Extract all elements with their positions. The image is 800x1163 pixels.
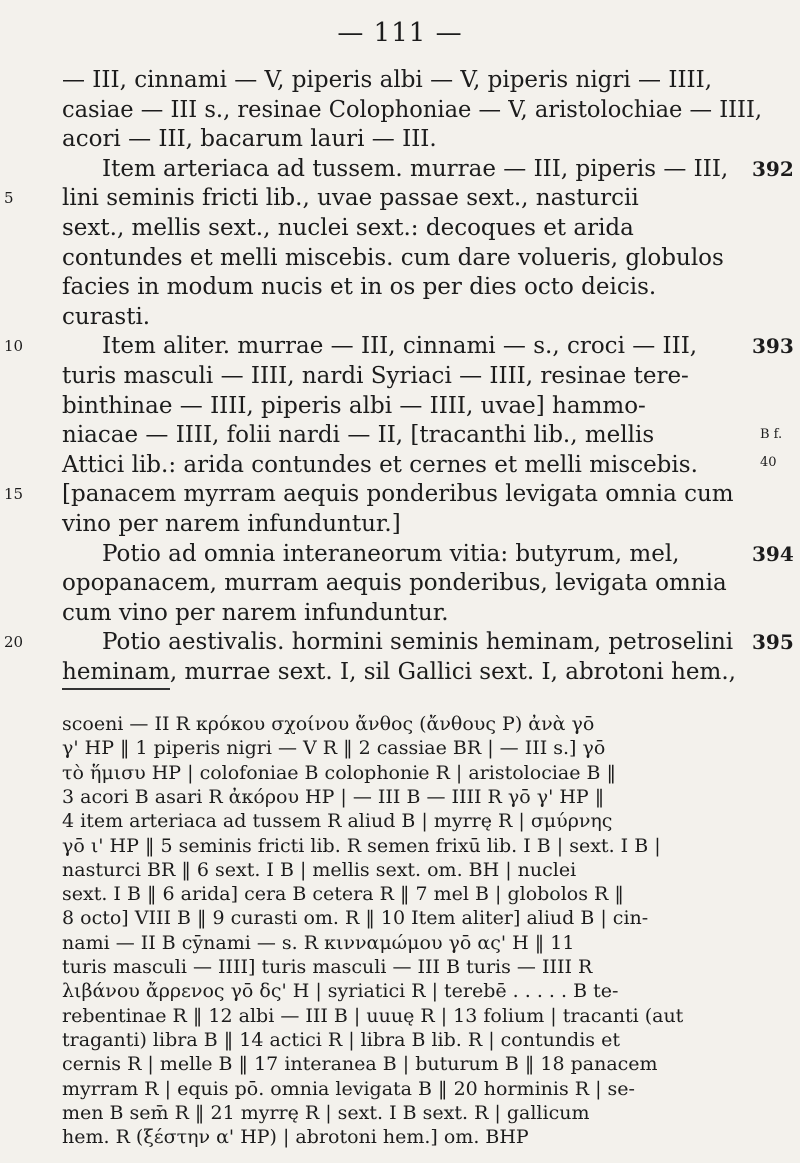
apparatus-line: λιβάνου ἄρρενος γō δς' H | syriatici R | terebē . . . . . B te- <box>62 980 619 1003</box>
apparatus-line: hem. R (ξέστην α' HP) | abrotoni hem.] om. BHP <box>62 1126 529 1149</box>
text-line: opopanacem, murram aequis ponderibus, levigata omnia <box>62 570 727 597</box>
text-line: lini seminis fricti lib., uvae passae sext., nasturcii <box>62 185 639 212</box>
apparatus-line: sext. I B ‖ 6 arida] cera B cetera R ‖ 7 mel B | globolos R ‖ <box>62 883 624 906</box>
text-line: sext., mellis sext., nuclei sext.: decoques et arida <box>62 215 634 241</box>
page-number: — 111 — <box>337 18 463 48</box>
text-line: heminam, murrae sext. I, sil Gallici sext. I, abrotoni hem., <box>62 659 736 685</box>
apparatus-line: 8 octo] VIII B ‖ 9 curasti om. R ‖ 10 Item aliter] aliud B | cin- <box>62 907 649 930</box>
apparatus-line: rebentinae R ‖ 12 albi — III B | uuuę R | 13 folium | tracanti (aut <box>62 1004 684 1027</box>
apparatus-line: cernis R | melle B ‖ 17 interanea B | buturum B ‖ 18 panacem <box>62 1053 658 1076</box>
text-line: [panacem myrram aequis ponderibus levigata omnia cum <box>62 481 734 508</box>
apparatus-line: turis masculi — IIII] turis masculi — III B turis — IIII R <box>62 956 593 978</box>
apparatus-line: γō ι' HP ‖ 5 seminis fricti lib. R semen frixū lib. I B | sext. I B | <box>62 834 661 857</box>
recipe-number: 394 <box>752 541 794 566</box>
text-line: Item arteriaca ad tussem. murrae — III, piperis — III, <box>102 155 729 182</box>
line-number: 20 <box>4 633 24 652</box>
line-number: 15 <box>4 485 24 504</box>
folio-reference: B f. 40 <box>760 427 783 471</box>
text-line: niacae — IIII, folii nardi — II, [tracanthi lib., mellis <box>62 422 655 449</box>
footnote-divider <box>62 688 170 690</box>
text-line: Attici lib.: arida contundes et cernes et melli miscebis. <box>62 451 698 478</box>
text-line: — III, cinnami — V, piperis albi — V, piperis nigri — IIII, <box>62 67 713 93</box>
text-line: Potio ad omnia interaneorum vitia: butyrum, mel, <box>102 540 680 567</box>
apparatus-line: 3 acori B asari R ἀκόρου HP | — III B — IIII R γō γ' HP ‖ <box>62 785 605 808</box>
text-line: facies in modum nucis et in os per dies octo deicis. <box>62 274 657 301</box>
apparatus-line: τὸ ἥμισυ HP | colofoniae B colophonie R | aristolociae B ‖ <box>62 761 617 784</box>
apparatus-line: nami — II B cȳnami — s. R κινναμώμου γō ας' H ‖ 11 <box>62 931 575 954</box>
line-number: 5 <box>4 189 14 208</box>
recipe-number: 392 <box>752 156 794 181</box>
line-number: 10 <box>4 337 24 356</box>
apparatus-line: traganti) libra B ‖ 14 actici R | libra B lib. R | contundis et <box>62 1028 620 1051</box>
text-line: binthinae — IIII, piperis albi — IIII, uvae] hammo- <box>62 392 646 419</box>
apparatus-line: myrram R | equis pō. omnia levigata B ‖ 20 horminis R | se- <box>62 1077 635 1100</box>
recipe-number: 395 <box>752 630 794 655</box>
apparatus-line: men B sem̄ R ‖ 21 myrrę R | sext. I B sext. R | gallicum <box>62 1101 590 1124</box>
apparatus-line: scoeni — II R κρόκου σχοίνου ἄνθος (ἄνθους P) ἀνὰ γō <box>62 713 595 735</box>
text-line: Potio aestivalis. hormini seminis heminam, petroselini <box>102 629 734 656</box>
text-line: acori — III, bacarum lauri — III. <box>62 126 437 153</box>
recipe-number: 393 <box>752 334 794 359</box>
text-line: contundes et melli miscebis. cum dare volueris, globulos <box>62 244 724 271</box>
apparatus-line: 4 item arteriaca ad tussem R aliud B | myrrę R | σμύρνης <box>62 810 613 833</box>
text-line: turis masculi — IIII, nardi Syriaci — IIII, resinae tere- <box>62 363 689 389</box>
text-line: casiae — III s., resinae Colophoniae — V, aristolochiae — IIII, <box>62 96 763 123</box>
text-line: cum vino per narem infunduntur. <box>62 599 449 626</box>
text-line: vino per narem infunduntur.] <box>62 511 401 537</box>
text-line: Item aliter. murrae — III, cinnami — s., croci — III, <box>102 333 698 360</box>
text-line: curasti. <box>62 303 151 330</box>
apparatus-line: nasturci BR ‖ 6 sext. I B | mellis sext. om. BH | nuclei <box>62 858 577 881</box>
apparatus-line: γ' HP ‖ 1 piperis nigri — V R ‖ 2 cassiae BR | — III s.] γō <box>62 737 606 760</box>
